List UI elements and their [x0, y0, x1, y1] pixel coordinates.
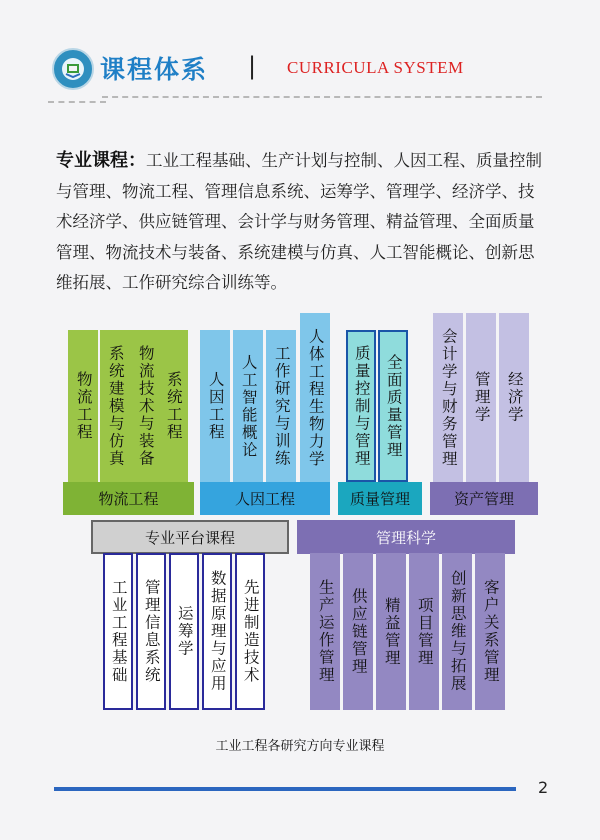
course-label: 人体工程生物力学	[306, 327, 325, 468]
emblem-graphic	[60, 56, 86, 82]
title-separator: |	[248, 52, 257, 80]
course-column	[200, 330, 230, 482]
course-label: 物流技术与装备	[136, 344, 155, 468]
course-label: 会计学与财务管理	[439, 327, 458, 468]
page-title-english: CURRICULA SYSTEM	[287, 58, 464, 77]
course-column	[442, 553, 472, 710]
course-column	[235, 553, 265, 710]
course-column	[300, 313, 330, 482]
group-bar-logistics: 物流工程	[63, 482, 194, 515]
course-label: 生产运作管理	[316, 579, 335, 684]
course-column	[266, 330, 296, 482]
course-column	[343, 553, 373, 710]
figure-caption: 工业工程各研究方向专业课程	[215, 739, 385, 754]
course-label: 工业工程基础	[109, 579, 128, 684]
course-column	[100, 330, 130, 482]
course-label: 供应链管理	[349, 587, 368, 676]
course-column	[376, 553, 406, 710]
course-label: 全面质量管理	[384, 353, 403, 459]
course-column	[233, 330, 263, 482]
group-bar-management: 管理科学	[297, 520, 515, 554]
header-divider	[102, 96, 542, 98]
course-label: 系统建模与仿真	[106, 344, 125, 468]
course-column	[136, 553, 166, 710]
course-label: 人工智能概论	[239, 353, 258, 459]
group-bar-quality: 质量管理	[338, 482, 422, 515]
course-label: 数据原理与应用	[208, 570, 227, 693]
course-label: 运筹学	[175, 605, 194, 658]
intro-paragraph	[56, 146, 546, 299]
course-label: 先进制造技术	[241, 579, 260, 684]
course-column	[130, 330, 160, 482]
course-label: 创新思维与拓展	[448, 570, 467, 693]
course-column	[68, 330, 98, 482]
group-bar-platform: 专业平台课程	[91, 520, 289, 554]
course-label: 项目管理	[415, 596, 434, 667]
header-divider-left	[48, 101, 106, 103]
course-label: 经济学	[505, 371, 524, 424]
page-title: 课程体系	[100, 55, 209, 84]
course-column	[158, 330, 188, 482]
course-column	[202, 553, 232, 710]
intro-label: 专业课程：	[56, 150, 146, 171]
course-column	[475, 553, 505, 710]
course-column	[409, 553, 439, 710]
course-label: 精益管理	[382, 596, 401, 667]
group-bar-assets: 资产管理	[430, 482, 538, 515]
course-column	[433, 313, 463, 482]
course-label: 系统工程	[164, 371, 183, 441]
course-column	[346, 330, 376, 482]
course-column	[499, 313, 529, 482]
course-label: 物流工程	[74, 371, 93, 441]
course-label: 工作研究与训练	[272, 344, 291, 468]
group-bar-human-factors: 人因工程	[200, 482, 330, 515]
course-column	[310, 553, 340, 710]
course-label: 客户关系管理	[481, 579, 500, 684]
course-label: 管理信息系统	[142, 579, 161, 684]
course-label: 管理学	[472, 371, 491, 424]
school-emblem-icon	[52, 48, 94, 90]
course-column	[169, 553, 199, 710]
course-column	[378, 330, 408, 482]
course-column	[103, 553, 133, 710]
course-column	[466, 313, 496, 482]
footer-rule	[54, 787, 516, 791]
course-label: 人因工程	[206, 371, 225, 441]
course-label: 质量控制与管理	[352, 344, 371, 468]
page-number: 2	[538, 778, 549, 797]
intro-text: 工业工程基础、生产计划与控制、人因工程、质量控制与管理、物流工程、管理信息系统、运筹学、管理学、经济学、技术经济学、供应链管理、会计学与财务管理、精益管理、全面质量管理、物流技术与装备、系统建模与仿真、人工智能概论、创新思维拓展、工作研究综合训练等。	[56, 151, 542, 292]
